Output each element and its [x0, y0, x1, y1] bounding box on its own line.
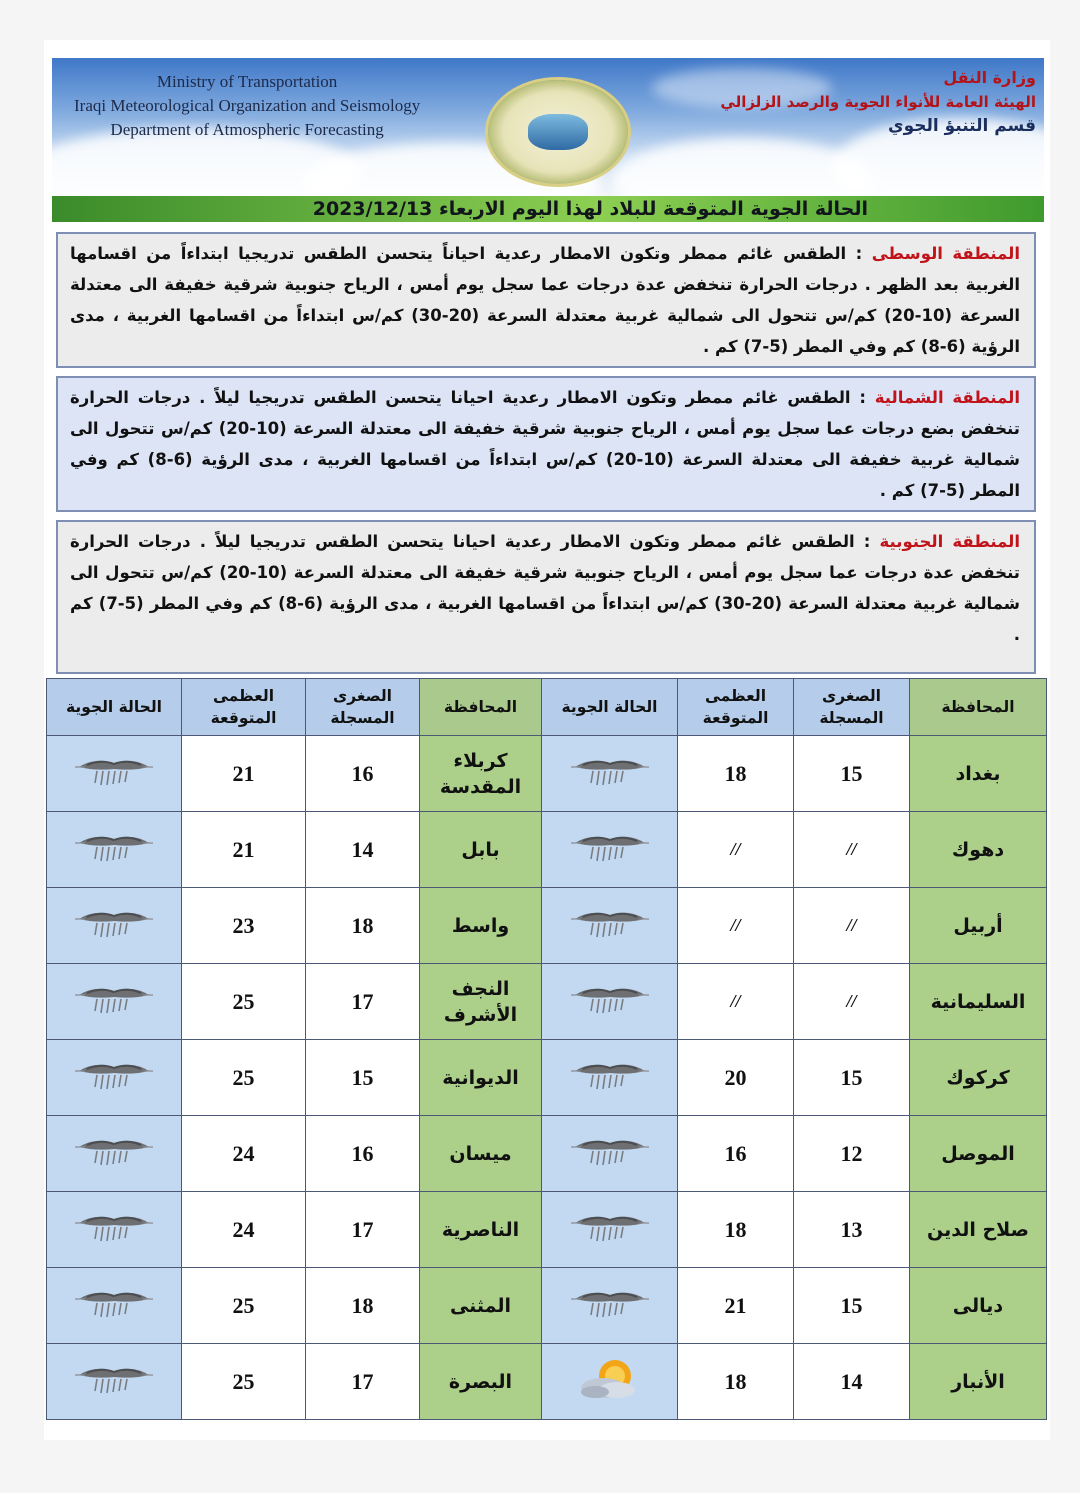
header-governorate: المحافظة: [910, 679, 1047, 736]
min-temperature: 15: [794, 1268, 910, 1344]
region-text: الطقس غائم ممطر وتكون الامطار رعدية احيانا يتحسن الطقس تدريجيا ليلاً . درجات الحرارة تنخفض بضع درجات عما سجل يوم أمس ، الرياح جنوبية شرقية خفيفة الى معتدلة السرعة (10-20) كم/س تتحول الى شمالية غربية خفيفة الى معتدلة السرعة (10-20) كم/س ابتداءاً من اقسامها الغربية ، مدى الرؤية (6-8) كم وفي المطر (5-7) كم .: [70, 388, 1020, 500]
rain-cloud-icon: [75, 751, 153, 797]
governorate-name: كربلاء المقدسة: [420, 736, 542, 812]
header-governorate: المحافظة: [420, 679, 542, 736]
min-temperature: 14: [306, 812, 420, 888]
rain-cloud-icon: [75, 827, 153, 873]
organization-english: Iraqi Meteorological Organization and Seismology: [74, 96, 421, 115]
min-temperature: 17: [306, 1344, 420, 1420]
ministry-english: Ministry of Transportation: [156, 72, 338, 91]
condition-cell: [47, 888, 182, 964]
max-temperature: 25: [182, 964, 306, 1040]
governorate-name: السليمانية: [910, 964, 1047, 1040]
table-header-row: [47, 679, 1047, 736]
min-temperature: //: [794, 964, 910, 1040]
condition-cell: [47, 736, 182, 812]
table-row: [47, 1116, 1047, 1192]
table-row: [47, 1344, 1047, 1420]
rain-cloud-icon: [571, 1131, 649, 1177]
region-text: الطقس غائم ممطر وتكون الامطار رعدية احيانا يتحسن الطقس تدريجيا ليلاً . درجات الحرارة تنخفض عدة درجات عما سجل يوم أمس ، الرياح جنوبية شرقية خفيفة الى معتدلة السرعة (10-20) كم/س تتحول الى شمالية غربية معتدلة السرعة (20-30) كم/س ابتداءاً من اقسامها الغربية ، مدى الرؤية (6-8) كم وفي المطر (5-7) كم .: [70, 532, 1020, 644]
condition-cell: [47, 964, 182, 1040]
governorate-name: ميسان: [420, 1116, 542, 1192]
max-temperature: 24: [182, 1116, 306, 1192]
table-row: [47, 1268, 1047, 1344]
header-max-expected: العظمى المتوقعة: [182, 679, 306, 736]
table-row: [47, 888, 1047, 964]
region-name: المنطقة الجنوبية: [879, 532, 1020, 551]
min-temperature: 18: [306, 888, 420, 964]
condition-cell: [542, 964, 678, 1040]
max-temperature: 21: [182, 812, 306, 888]
min-temperature: 17: [306, 1192, 420, 1268]
title-bar: [52, 196, 1044, 222]
rain-cloud-icon: [75, 979, 153, 1025]
rain-cloud-icon: [571, 1283, 649, 1329]
max-temperature: 16: [678, 1116, 794, 1192]
condition-cell: [542, 1268, 678, 1344]
min-temperature: 18: [306, 1268, 420, 1344]
rain-cloud-icon: [571, 979, 649, 1025]
condition-cell: [542, 736, 678, 812]
max-temperature: 23: [182, 888, 306, 964]
governorate-name: المثنى: [420, 1268, 542, 1344]
condition-cell: [47, 812, 182, 888]
governorate-name: النجف الأشرف: [420, 964, 542, 1040]
governorate-name: أربيل: [910, 888, 1047, 964]
table-row: [47, 964, 1047, 1040]
ministry-arabic: وزارة النقل: [943, 68, 1036, 87]
governorate-name: البصرة: [420, 1344, 542, 1420]
governorate-name: الناصرية: [420, 1192, 542, 1268]
arabic-header: [720, 66, 1036, 138]
condition-cell: [542, 812, 678, 888]
region-name: المنطقة الوسطى: [871, 244, 1020, 263]
rain-cloud-icon: [75, 903, 153, 949]
rain-cloud-icon: [571, 1055, 649, 1101]
governorate-name: بابل: [420, 812, 542, 888]
governorate-name: الديوانية: [420, 1040, 542, 1116]
condition-cell: [542, 1040, 678, 1116]
condition-cell: [542, 1192, 678, 1268]
rain-cloud-icon: [75, 1131, 153, 1177]
min-temperature: 15: [794, 736, 910, 812]
header-min-recorded: الصغرى المسجلة: [306, 679, 420, 736]
rain-cloud-icon: [75, 1283, 153, 1329]
rain-cloud-icon: [571, 827, 649, 873]
rain-cloud-icon: [75, 1055, 153, 1101]
rain-cloud-icon: [571, 903, 649, 949]
table-row: [47, 812, 1047, 888]
max-temperature: //: [678, 888, 794, 964]
header-min-recorded: الصغرى المسجلة: [794, 679, 910, 736]
table-row: [47, 1040, 1047, 1116]
max-temperature: 21: [182, 736, 306, 812]
condition-cell: [47, 1192, 182, 1268]
condition-cell: [47, 1268, 182, 1344]
region-north: المنطقة الشمالية : الطقس غائم ممطر وتكون الامطار رعدية احيانا يتحسن الطقس تدريجيا ليلاً . درجات الحرارة تنخفض بضع درجات عما سجل يوم أمس ، الرياح جنوبية شرقية خفيفة الى معتدلة السرعة (10-20) كم/س تتحول الى شمالية غربية خفيفة الى معتدلة السرعة (10-20) كم/س ابتداءاً من اقسامها الغربية ، مدى الرؤية (6-8) كم وفي المطر (5-7) كم .: [56, 376, 1036, 512]
header-condition: الحالة الجوية: [542, 679, 678, 736]
governorate-name: صلاح الدين: [910, 1192, 1047, 1268]
header-banner: [52, 58, 1044, 196]
governorate-name: كركوك: [910, 1040, 1047, 1116]
min-temperature: 13: [794, 1192, 910, 1268]
min-temperature: 12: [794, 1116, 910, 1192]
min-temperature: 16: [306, 736, 420, 812]
max-temperature: //: [678, 812, 794, 888]
min-temperature: 14: [794, 1344, 910, 1420]
header-max-expected: العظمى المتوقعة: [678, 679, 794, 736]
max-temperature: 18: [678, 1344, 794, 1420]
region-name: المنطقة الشمالية: [874, 388, 1021, 407]
rain-cloud-icon: [571, 751, 649, 797]
max-temperature: 25: [182, 1040, 306, 1116]
department-arabic: قسم التنبؤ الجوي: [888, 116, 1036, 136]
governorate-name: واسط: [420, 888, 542, 964]
max-temperature: 18: [678, 736, 794, 812]
max-temperature: 24: [182, 1192, 306, 1268]
min-temperature: 15: [306, 1040, 420, 1116]
condition-cell: [47, 1344, 182, 1420]
condition-cell: [47, 1116, 182, 1192]
organization-arabic: الهيئة العامة للأنواء الجوية والرصد الزلزالي: [720, 93, 1036, 111]
sun-cloud-icon: [571, 1354, 649, 1410]
table-row: [47, 1192, 1047, 1268]
english-header: [74, 70, 420, 142]
min-temperature: //: [794, 812, 910, 888]
max-temperature: 25: [182, 1268, 306, 1344]
min-temperature: 17: [306, 964, 420, 1040]
governorate-name: الموصل: [910, 1116, 1047, 1192]
forecast-table: [46, 678, 1047, 1420]
region-south: المنطقة الجنوبية : الطقس غائم ممطر وتكون الامطار رعدية احيانا يتحسن الطقس تدريجيا ليلاً . درجات الحرارة تنخفض عدة درجات عما سجل يوم أمس ، الرياح جنوبية شرقية خفيفة الى معتدلة السرعة (10-20) كم/س تتحول الى شمالية غربية معتدلة السرعة (20-30) كم/س ابتداءاً من اقسامها الغربية ، مدى الرؤية (6-8) كم وفي المطر (5-7) كم .: [56, 520, 1036, 674]
organization-logo: [488, 80, 628, 184]
region-text: الطقس غائم ممطر وتكون الامطار رعدية احياناً يتحسن الطقس تدريجيا ابتداءاً من اقسامها الغربية بعد الظهر . درجات الحرارة تنخفض عدة درجات عما سجل يوم أمس ، الرياح جنوبية شرقية خفيفة الى معتدلة السرعة (10-20) كم/س تتحول الى شمالية غربية معتدلة السرعة (20-30) كم/س ابتداءاً من اقسامها الغربية ، مدى الرؤية (6-8) كم وفي المطر (5-7) كم .: [70, 244, 1021, 356]
governorate-name: الأنبار: [910, 1344, 1047, 1420]
condition-cell: [542, 888, 678, 964]
rain-cloud-icon: [571, 1207, 649, 1253]
region-central: المنطقة الوسطى : الطقس غائم ممطر وتكون الامطار رعدية احياناً يتحسن الطقس تدريجيا ابتداءاً من اقسامها الغربية بعد الظهر . درجات الحرارة تنخفض عدة درجات عما سجل يوم أمس ، الرياح جنوبية شرقية خفيفة الى معتدلة السرعة (10-20) كم/س تتحول الى شمالية غربية معتدلة السرعة (20-30) كم/س ابتداءاً من اقسامها الغربية ، مدى الرؤية (6-8) كم وفي المطر (5-7) كم .: [56, 232, 1036, 368]
min-temperature: 16: [306, 1116, 420, 1192]
table-row: [47, 736, 1047, 812]
rain-cloud-icon: [75, 1207, 153, 1253]
page-title: الحالة الجوية المتوقعة للبلاد لهذا اليوم الاربعاء 2023/12/13: [312, 198, 868, 220]
max-temperature: 20: [678, 1040, 794, 1116]
condition-cell: [542, 1344, 678, 1420]
rain-cloud-icon: [75, 1359, 153, 1405]
department-english: Department of Atmospheric Forecasting: [110, 120, 384, 139]
condition-cell: [542, 1116, 678, 1192]
header-condition: الحالة الجوية: [47, 679, 182, 736]
max-temperature: 21: [678, 1268, 794, 1344]
governorate-name: دهوك: [910, 812, 1047, 888]
max-temperature: //: [678, 964, 794, 1040]
min-temperature: //: [794, 888, 910, 964]
governorate-name: بغداد: [910, 736, 1047, 812]
min-temperature: 15: [794, 1040, 910, 1116]
condition-cell: [47, 1040, 182, 1116]
max-temperature: 25: [182, 1344, 306, 1420]
max-temperature: 18: [678, 1192, 794, 1268]
governorate-name: ديالى: [910, 1268, 1047, 1344]
